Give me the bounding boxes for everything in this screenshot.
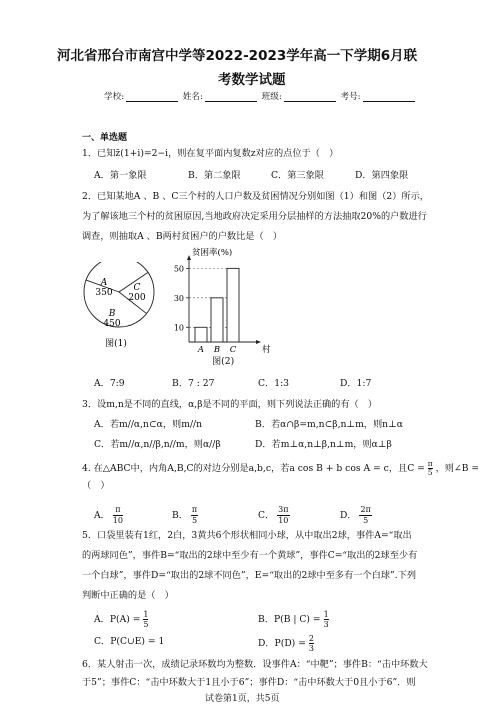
page-footer: 试卷第1页，共5页 (205, 694, 280, 704)
q5-line1: 5．口袋里装有1红，2白，3黄共6个形状相同小球，从中取出2球，事件A=“取出 (82, 530, 412, 541)
q3-stem: 3．设m,n是不同的直线，α,β是不同的平面，则下列说法正确的有（ ） (82, 399, 378, 410)
q4-stem-b: cos B + b cos A = c，且C = (297, 463, 425, 474)
page-title-line2: 考数学试题 (218, 72, 286, 88)
q4-b-fraction (191, 505, 198, 526)
q5-a-text: A．P(A) = (94, 614, 141, 625)
q6-line1: 6．某人射击一次，成绩记录环数均为整数．设事件A：“中靶”；事件B：“击中环数大 (82, 659, 428, 670)
bar-ylabel: 贫困率(%) (192, 248, 233, 258)
q1-option-a: A．第一象限 (94, 170, 147, 181)
q5-option-b (258, 610, 329, 629)
q4-c-opt-num: 3π (278, 505, 289, 514)
bar-c (227, 268, 239, 342)
section-heading: 一、单选题 (82, 133, 128, 143)
class-blank (284, 92, 336, 102)
q5-line3: 一个白球”，事件D=“取出的2球不同色”，E=“取出的2球中至多有一个白球”.下列 (82, 570, 417, 581)
q4-option-a (94, 505, 123, 526)
q3-option-c: C．若m//α,n//β,n//m，则α//β (94, 439, 221, 450)
q4-d-den: 5 (363, 516, 369, 525)
bar-xlabel: 村 (262, 345, 271, 354)
q4-c-num: π (427, 459, 433, 468)
q5-b-den: 3 (323, 620, 329, 629)
bar-caption: 图(2) (212, 356, 235, 367)
q3-option-a: A．若m//α,n⊂α，则m//n (94, 419, 203, 430)
q4-d-fraction (359, 505, 371, 526)
pie-chart (82, 262, 160, 352)
q5-b-num: 1 (323, 610, 329, 619)
q5-option-a (94, 610, 148, 629)
pie-value-a: 350 (95, 288, 113, 298)
q1-option-d: D．第四象限 (355, 170, 409, 181)
q5-a-num: 1 (143, 610, 149, 619)
q4-a-label: A． (94, 510, 110, 521)
q4-c-fraction (428, 460, 433, 477)
q4-a-num: π (113, 505, 123, 516)
q5-d-den: 3 (308, 644, 314, 653)
q5-b-text: B．P(B | C) = (258, 614, 321, 625)
q5-d-num: 2 (308, 634, 314, 643)
x-tick-label-b: B (213, 345, 221, 354)
q1-stem: 1．已知z̄(1+i)=2−i，则在复平面内复数z对应的点位于（ ） (82, 148, 339, 159)
school-label: 学校: (104, 92, 125, 102)
bar-b (211, 298, 223, 342)
y-tick-label: 10 (173, 323, 184, 333)
pie-label-a: A (100, 278, 108, 288)
q5-line4: 判断中正确的是（ ） (82, 590, 174, 601)
info-row (104, 90, 417, 102)
q5-d-fraction (309, 634, 314, 653)
q2-line1: 2．已知某地A 、B 、C三个村的人口户数及贫困情况分别如图（1）和图（2）所示， (82, 191, 429, 202)
bar-a (195, 327, 207, 342)
q1-option-b: B．第二象限 (188, 170, 241, 181)
x-axis-arrow (256, 340, 261, 344)
q1-option-c: C．第三象限 (271, 170, 324, 181)
pie-label-c: C (133, 283, 141, 293)
q2-option-a: A．7:9 (94, 378, 125, 389)
q4-a-den: 10 (112, 516, 123, 525)
pie-value-c: 200 (128, 293, 146, 303)
q5-a-fraction (143, 610, 148, 629)
q2-option-c: C．1:3 (258, 378, 290, 389)
q4-c-label: C． (258, 510, 275, 521)
q4-stem-a: 4. 在△ABC中，内角A,B,C的对边分别是a,b,c，若a (82, 463, 295, 474)
q4-option-d (340, 505, 372, 526)
y-axis-arrow (187, 255, 191, 260)
id-blank (363, 92, 415, 102)
q4-paren: （ ） (82, 480, 110, 491)
pie-value-b: 450 (103, 319, 121, 329)
q4-c-opt-fraction (277, 505, 289, 526)
q5-d-text: D．P(D) = (258, 638, 306, 649)
q2-line3: 调查，则抽取A 、B两村贫困户的户数比是（ ） (82, 231, 283, 242)
bar-chart (170, 244, 280, 354)
pie-label-b: B (108, 309, 116, 319)
q5-line2: 的两球同色”，事件B=“取出的2球中至少有一个黄球”，事件C=“取出的2球至少有 (82, 550, 418, 561)
q4-option-b (172, 505, 198, 526)
x-tick-label-a: A (197, 345, 205, 354)
id-label: 考号: (340, 92, 361, 102)
page-title-line1: 河北省邢台市南宫中学等2022-2023学年高一下学期6月联 (57, 48, 418, 64)
q3-option-d: D．若m⊥α,n⊥β,n⊥m，则α⊥β (255, 439, 392, 450)
name-label: 姓名: (182, 92, 203, 102)
q5-option-c: C．P(C∪E) = 1 (94, 636, 165, 647)
name-blank (205, 92, 257, 102)
q4-b-num: π (191, 505, 198, 514)
q4-stem (82, 460, 479, 477)
q4-option-c (258, 505, 290, 526)
q4-b-label: B． (172, 510, 188, 521)
q4-stem-c: ，则∠B = (435, 463, 480, 474)
school-blank (126, 92, 178, 102)
y-tick-label: 50 (173, 264, 184, 274)
q4-d-label: D． (340, 510, 357, 521)
q2-line2: 为了解该地三个村的贫困原因,当地政府决定采用分层抽样的方法抽取20%的户数进行 (82, 211, 427, 222)
x-tick-label-c: C (229, 345, 237, 354)
q3-option-b: B．若α∩β=m,n⊂β,n⊥m，则n⊥α (255, 419, 403, 430)
q4-a-fraction (113, 505, 123, 526)
class-label: 班级: (261, 92, 282, 102)
q4-d-num: 2π (360, 505, 371, 514)
q2-option-d: D．1:7 (340, 378, 372, 389)
q5-b-fraction (324, 610, 329, 629)
q5-a-den: 5 (143, 620, 149, 629)
q2-option-b: B．7 : 27 (172, 378, 215, 389)
q4-b-den: 5 (191, 516, 198, 525)
q4-c-den: 5 (427, 468, 433, 477)
y-tick-label: 30 (173, 293, 184, 303)
pie-caption: 图(1) (105, 339, 127, 349)
q6-line2: 于5”；事件C：“击中环数大于1且小于6”；事件D：“击中环数大于0且小于6”．则 (82, 677, 416, 688)
q4-c-opt-den: 10 (278, 516, 289, 525)
q5-option-d (258, 634, 314, 653)
